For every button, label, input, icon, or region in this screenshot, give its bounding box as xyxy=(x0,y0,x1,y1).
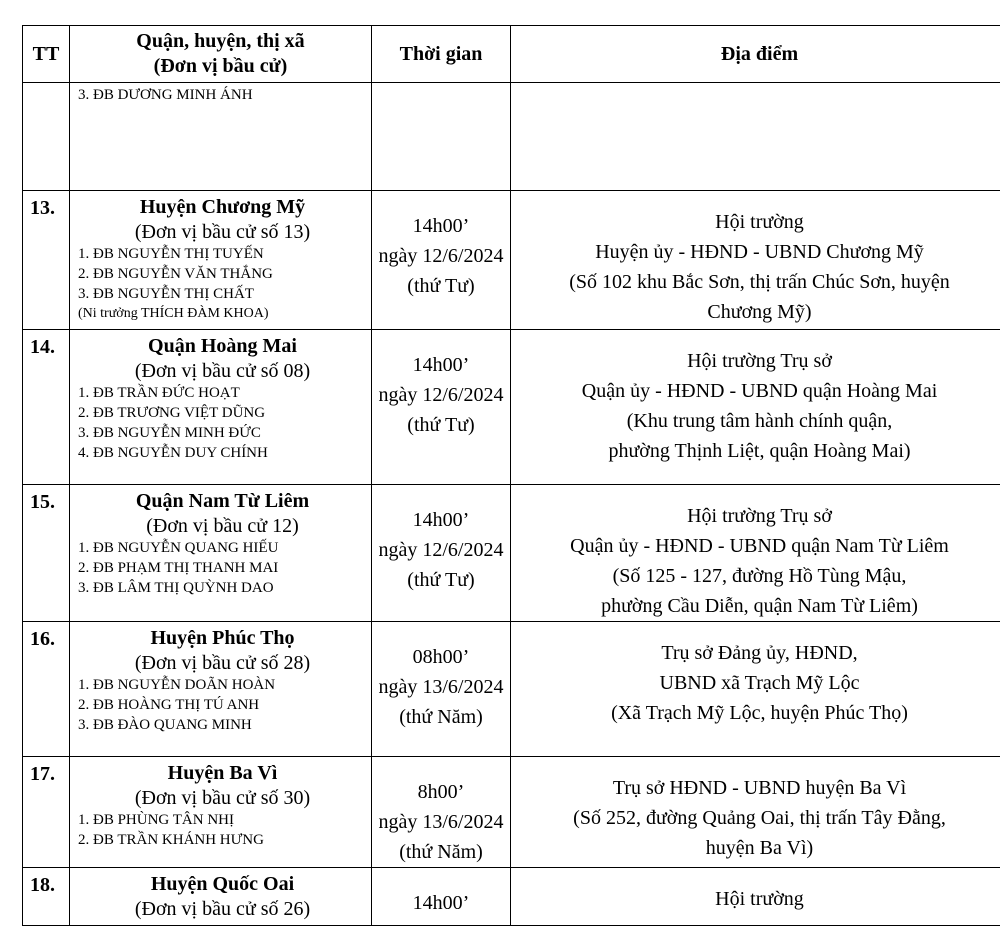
unit-subtitle: (Đơn vị bầu cử số 13) xyxy=(134,221,311,243)
table-row xyxy=(23,757,1000,868)
cell-place xyxy=(511,330,1000,485)
schedule-table xyxy=(22,25,1000,926)
place-line: Quận ủy - HĐND - UBND quận Nam Từ Liêm xyxy=(570,535,949,557)
time-line: ngày 12/6/2024 xyxy=(378,245,504,267)
place-line: Chương Mỹ) xyxy=(707,301,812,323)
delegate: 3. ĐB ĐÀO QUANG MINH xyxy=(78,717,252,733)
header-unit-line1: Quận, huyện, thị xã xyxy=(136,30,305,52)
cell-place xyxy=(511,622,1000,757)
cell-unit xyxy=(70,330,372,485)
time-line: (thứ Tư) xyxy=(407,569,475,591)
cell-time xyxy=(372,868,511,926)
place-line: Hội trường xyxy=(715,211,804,233)
table-row xyxy=(23,868,1000,926)
delegate: 1. ĐB TRẦN ĐỨC HOẠT xyxy=(78,385,240,401)
delegate: 2. ĐB HOÀNG THỊ TÚ ANH xyxy=(78,697,260,713)
cell-unit xyxy=(70,757,372,868)
cell-unit xyxy=(70,868,372,926)
row-number: 16. xyxy=(23,622,70,757)
unit-subtitle: (Đơn vị bầu cử 12) xyxy=(146,515,299,537)
cell-place xyxy=(511,757,1000,868)
time-line: 14h00’ xyxy=(412,892,470,914)
place-line: UBND xã Trạch Mỹ Lộc xyxy=(659,672,860,694)
unit-subtitle: (Đơn vị bầu cử số 08) xyxy=(134,360,311,382)
place-line: (Số 125 - 127, đường Hồ Tùng Mậu, xyxy=(612,565,907,587)
delegate: 2. ĐB NGUYỄN VĂN THẮNG xyxy=(78,266,273,282)
row-number: 15. xyxy=(23,485,70,622)
header-tt: TT xyxy=(23,26,70,83)
unit-name: Quận Hoàng Mai xyxy=(148,335,297,357)
cell-time xyxy=(372,83,511,191)
table-row-continued xyxy=(23,83,1000,191)
delegate: 1. ĐB NGUYỄN DOÃN HOÀN xyxy=(78,677,276,693)
cell-unit xyxy=(70,83,372,191)
time-line: (thứ Năm) xyxy=(399,841,483,863)
delegate: 2. ĐB TRẦN KHÁNH HƯNG xyxy=(78,832,264,848)
table-row xyxy=(23,191,1000,330)
table-row xyxy=(23,485,1000,622)
delegate: 3. ĐB NGUYỄN THỊ CHẤT xyxy=(78,286,254,302)
time-line: ngày 12/6/2024 xyxy=(378,539,504,561)
table-row xyxy=(23,622,1000,757)
cell-unit xyxy=(70,485,372,622)
place-line: (Số 102 khu Bắc Sơn, thị trấn Chúc Sơn, huyện xyxy=(569,271,950,293)
delegate: 2. ĐB TRƯƠNG VIỆT DŨNG xyxy=(78,405,266,421)
cell-unit xyxy=(70,622,372,757)
time-line: 08h00’ xyxy=(412,646,470,668)
place-line: (Khu trung tâm hành chính quận, xyxy=(626,410,893,432)
time-line: 14h00’ xyxy=(412,354,470,376)
cell-time xyxy=(372,622,511,757)
cell-place xyxy=(511,485,1000,622)
time-line: (thứ Tư) xyxy=(407,275,475,297)
time-line: 8h00’ xyxy=(417,781,465,803)
time-line: 14h00’ xyxy=(412,509,470,531)
time-line: ngày 13/6/2024 xyxy=(378,676,504,698)
delegate: 1. ĐB PHÙNG TÂN NHỊ xyxy=(78,812,234,828)
time-line: 14h00’ xyxy=(412,215,470,237)
time-line: (thứ Năm) xyxy=(399,706,483,728)
row-number: 17. xyxy=(23,757,70,868)
time-line: ngày 13/6/2024 xyxy=(378,811,504,833)
delegate: 4. ĐB NGUYỄN DUY CHÍNH xyxy=(78,445,268,461)
time-line: ngày 12/6/2024 xyxy=(378,384,504,406)
unit-name: Quận Nam Từ Liêm xyxy=(135,490,310,512)
place-line: huyện Ba Vì) xyxy=(705,837,814,859)
place-line: Hội trường Trụ sở xyxy=(687,350,832,372)
place-line: Trụ sở HĐND - UBND huyện Ba Vì xyxy=(612,777,907,799)
delegate: 3. ĐB DƯƠNG MINH ÁNH xyxy=(78,87,253,103)
place-line: phường Thịnh Liệt, quận Hoàng Mai) xyxy=(608,440,911,462)
row-number: 14. xyxy=(23,330,70,485)
unit-name: Huyện Quốc Oai xyxy=(150,873,295,895)
cell-tt xyxy=(23,83,70,191)
cell-place xyxy=(511,868,1000,926)
header-unit xyxy=(70,26,372,83)
place-line: (Xã Trạch Mỹ Lộc, huyện Phúc Thọ) xyxy=(611,702,908,724)
delegate: 2. ĐB PHẠM THỊ THANH MAI xyxy=(78,560,279,576)
cell-time xyxy=(372,330,511,485)
place-line: phường Cầu Diễn, quận Nam Từ Liêm) xyxy=(601,595,918,617)
cell-place xyxy=(511,191,1000,330)
delegate: 3. ĐB LÂM THỊ QUỲNH DAO xyxy=(78,580,274,596)
place-line: Hội trường xyxy=(715,888,804,910)
place-line: Hội trường Trụ sở xyxy=(687,505,832,527)
cell-place xyxy=(511,83,1000,191)
place-line: Trụ sở Đảng ủy, HĐND, xyxy=(661,642,858,664)
place-line: Huyện ủy - HĐND - UBND Chương Mỹ xyxy=(595,241,924,263)
delegate: 1. ĐB NGUYỄN QUANG HIẾU xyxy=(78,540,279,556)
time-line: (thứ Tư) xyxy=(407,414,475,436)
cell-unit xyxy=(70,191,372,330)
unit-name: Huyện Chương Mỹ xyxy=(139,196,306,218)
header-unit-line2: (Đơn vị bầu cử) xyxy=(153,55,288,77)
table-row xyxy=(23,330,1000,485)
cell-time xyxy=(372,757,511,868)
place-line: Quận ủy - HĐND - UBND quận Hoàng Mai xyxy=(581,380,938,402)
delegate-note: (Ni trưởng THÍCH ĐÀM KHOA) xyxy=(78,306,269,321)
unit-name: Huyện Phúc Thọ xyxy=(150,627,295,649)
unit-subtitle: (Đơn vị bầu cử số 28) xyxy=(134,652,311,674)
cell-time xyxy=(372,485,511,622)
delegate: 1. ĐB NGUYỄN THỊ TUYẾN xyxy=(78,246,264,262)
unit-subtitle: (Đơn vị bầu cử số 30) xyxy=(134,787,311,809)
place-line: (Số 252, đường Quảng Oai, thị trấn Tây Đằng, xyxy=(573,807,946,829)
header-time: Thời gian xyxy=(372,26,511,83)
row-number: 13. xyxy=(23,191,70,330)
cell-time xyxy=(372,191,511,330)
unit-subtitle: (Đơn vị bầu cử số 26) xyxy=(134,898,311,920)
unit-name: Huyện Ba Vì xyxy=(167,762,278,784)
delegate: 3. ĐB NGUYỄN MINH ĐỨC xyxy=(78,425,261,441)
table-header-row xyxy=(23,26,1000,83)
row-number: 18. xyxy=(23,868,70,926)
header-place: Địa điểm xyxy=(511,26,1000,83)
